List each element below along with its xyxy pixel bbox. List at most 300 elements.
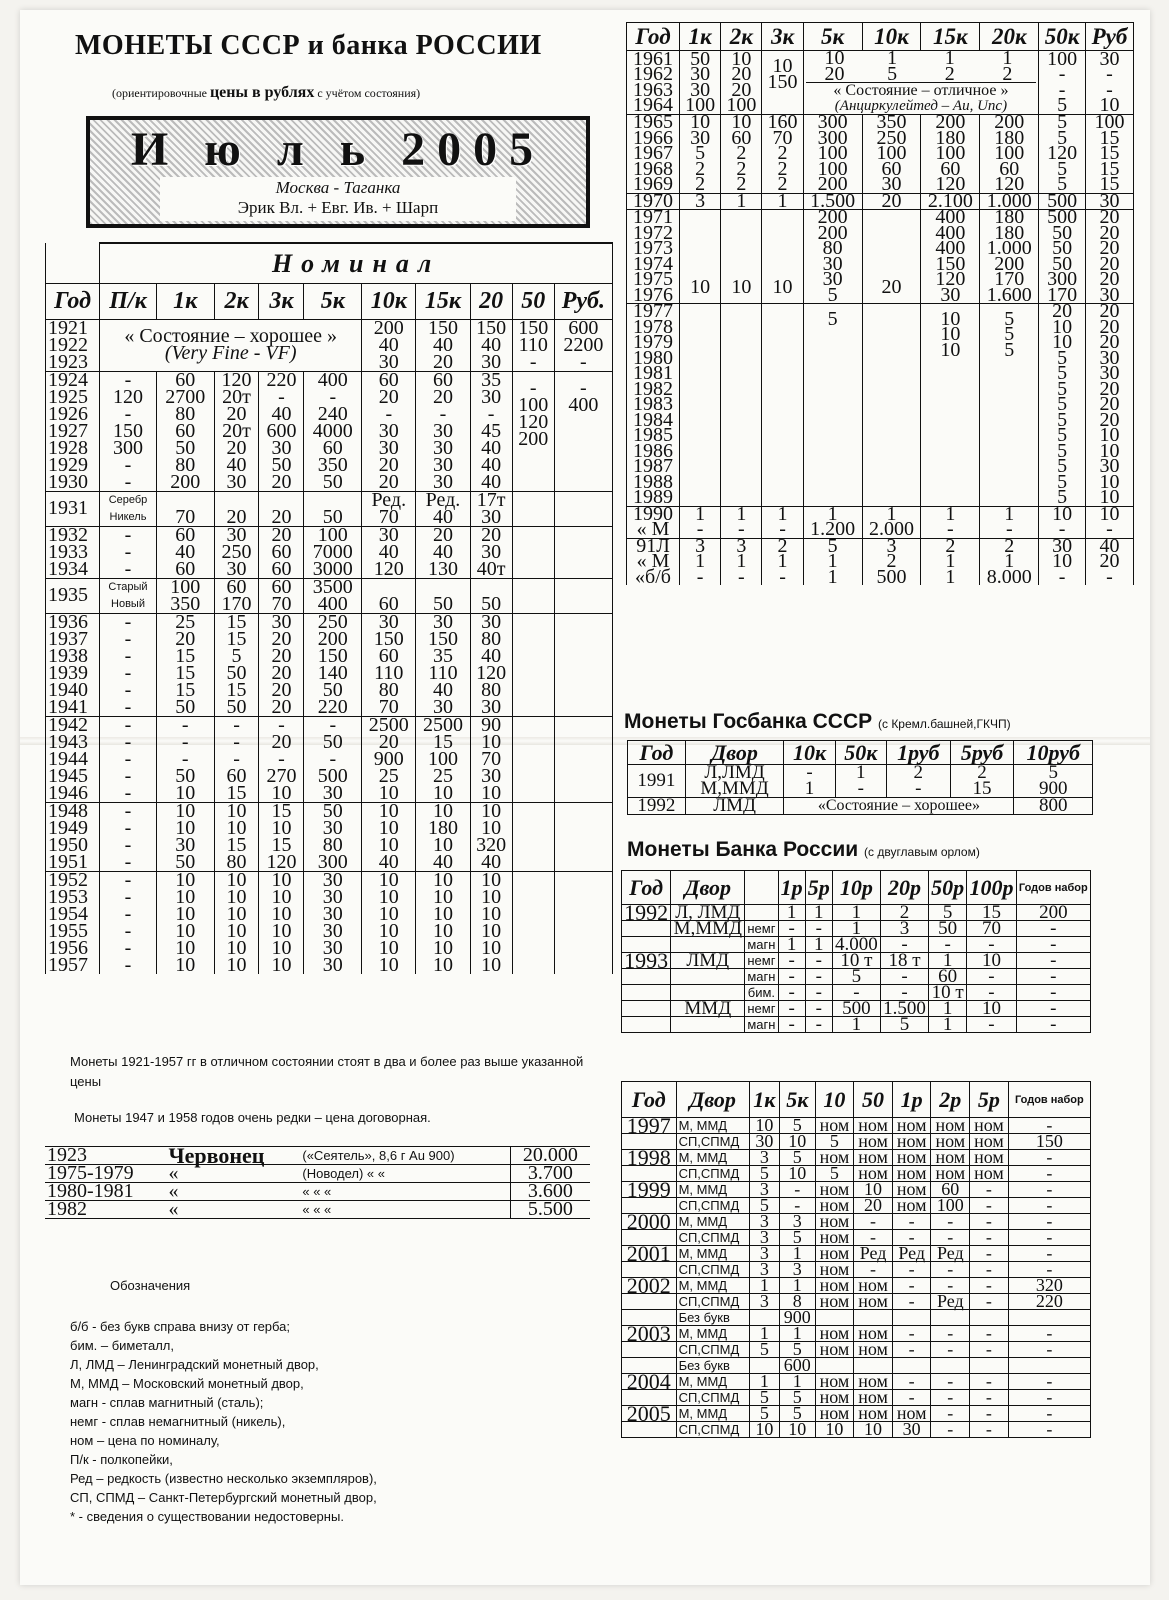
year-cell: 1931	[46, 491, 100, 526]
price-cell: -	[970, 1214, 1009, 1230]
price-cell: -	[931, 1262, 970, 1278]
price-cell: -	[805, 953, 832, 969]
price-cell: 30	[1085, 193, 1133, 210]
price-cell: 30 150 35 110 40 30	[416, 613, 470, 716]
price-cell: -	[805, 1001, 832, 1017]
mint-cell: Л, ЛМД	[671, 905, 745, 921]
price-cell: -	[778, 969, 805, 985]
price-cell: 5	[749, 1390, 779, 1406]
price-cell	[862, 304, 921, 507]
column-header: 1руб	[886, 741, 950, 765]
mint-cell: М, ММД	[676, 1374, 749, 1390]
chervonets-label: «	[166, 1165, 300, 1183]
price-cell: 20 30 40т	[470, 526, 512, 578]
legend-item: СП, СПМД – Санкт-Петербургский монетный двор,	[70, 1490, 377, 1505]
price-cell: ном	[815, 1150, 854, 1166]
price-cell: -	[1008, 1118, 1090, 1134]
mint-cell: М, ММД	[676, 1214, 749, 1230]
mint-cell: СП,СПМД	[676, 1390, 749, 1406]
chervonets-year: 1923	[45, 1147, 166, 1165]
price-cell: -	[967, 985, 1016, 1001]
note-condition: Монеты 1921-1957 гг в отличном состоянии стоят в два и более раз выше указанной цены	[70, 1054, 584, 1089]
price-cell: 3	[680, 193, 721, 210]
price-cell: 60 40 60	[156, 526, 214, 578]
column-header: Годов набор	[1008, 1082, 1090, 1118]
price-cell: 60 20 - 30 30 20 20	[362, 371, 416, 491]
price-cell: ном	[854, 1326, 893, 1342]
price-cell	[554, 578, 612, 613]
page-subtitle	[112, 84, 420, 102]
header-row	[622, 1082, 1091, 1118]
price-cell: 200 200 80 30 30 5	[803, 210, 862, 304]
mint-cell: СП,СПМД	[676, 1294, 749, 1310]
mint-cell: СП,СПМД	[676, 1230, 749, 1246]
price-cell: 5	[832, 969, 880, 985]
price-cell: 1 1.200	[803, 506, 862, 538]
price-cell: ном	[815, 1294, 854, 1310]
price-cell: 220 - 40 600 30 50 20	[259, 371, 304, 491]
price-cell: 10 т	[929, 985, 967, 1001]
condition-line1: « Состояние – хорошее »	[124, 325, 338, 347]
price-cell: 10	[749, 1118, 779, 1134]
mint-cell: М, ММД	[676, 1406, 749, 1422]
price-cell: 3500 400	[304, 578, 362, 613]
year-cell: 1921 1922 1923	[46, 319, 100, 371]
price-cell: 60 70	[259, 578, 304, 613]
price-cell: -	[931, 1422, 970, 1438]
banner-info	[160, 177, 516, 221]
table-row	[622, 1310, 1091, 1326]
price-cell: -	[970, 1278, 1009, 1294]
table-row	[622, 1198, 1091, 1214]
bank-russia-1992-table	[621, 870, 1091, 1033]
year-cell: 1961 1962 1963 1964	[627, 51, 680, 115]
price-cell: -	[1008, 1326, 1090, 1342]
price-cell: Ред	[892, 1246, 931, 1262]
price-cell: 30 - - 10	[1085, 51, 1133, 115]
price-cell: 1	[779, 1374, 815, 1390]
price-cell: ном	[815, 1342, 854, 1358]
price-cell: 15	[967, 905, 1016, 921]
price-cell: 5	[779, 1390, 815, 1406]
price-cell: 1	[929, 1001, 967, 1017]
price-cell: 20 20 20 20 20 30	[1085, 210, 1133, 304]
table-row	[622, 1294, 1091, 1310]
price-cell: 500	[1039, 193, 1086, 210]
price-cell: 10	[967, 953, 1016, 969]
nominal-row	[46, 243, 613, 283]
year-cell: 1991	[628, 765, 686, 798]
year-cell: 1993	[622, 953, 671, 969]
chervonets-label: Червонец	[166, 1147, 300, 1165]
column-header: 50	[854, 1082, 893, 1118]
price-cell: -	[779, 1182, 815, 1198]
price-cell: - - -	[100, 526, 157, 578]
price-cell	[512, 613, 554, 716]
price-cell: 10	[762, 210, 803, 304]
price-cell: ном	[815, 1230, 854, 1246]
price-cell: 8	[779, 1294, 815, 1310]
year-cell: 1936 1937 1938 1939 1940 1941	[46, 613, 100, 716]
column-header: 3к	[762, 23, 803, 51]
year-cell: 2001	[622, 1246, 677, 1262]
mint-cell: Без букв	[676, 1358, 749, 1374]
price-cell: 1.000	[980, 193, 1039, 210]
table-row	[46, 319, 613, 371]
price-cell: 20	[214, 491, 259, 526]
price-cell: 600 2200 -	[554, 319, 612, 371]
price-cell: 5	[779, 1406, 815, 1422]
table-row	[622, 1326, 1091, 1342]
price-group	[806, 47, 1037, 85]
price-cell: ном	[815, 1326, 854, 1342]
price-cell: 10 20 20 100	[721, 51, 762, 115]
price-cell: 10 10 10 10 10 10	[362, 871, 416, 974]
price-cell: 120 20т 20 20т 20 40 30	[214, 371, 259, 491]
chervonets-desc: (Новодел) « «	[300, 1165, 510, 1183]
column-header: Двор	[671, 871, 745, 905]
price-cell: -	[778, 953, 805, 969]
price-cell: 1	[778, 905, 805, 921]
price-cell: 600	[779, 1358, 815, 1374]
column-header: 2к	[721, 23, 762, 51]
price-cell: 3	[749, 1262, 779, 1278]
price-cell: ном	[854, 1166, 893, 1182]
price-cell	[554, 613, 612, 716]
mint-cell: немг	[745, 953, 778, 969]
legend-item: Л, ЛМД – Ленинградский монетный двор,	[70, 1357, 319, 1372]
price-cell: - - - -	[100, 802, 157, 871]
chervonets-desc: («Сеятель», 8,6 г Au 900)	[300, 1147, 510, 1165]
price-cell: 2 -	[886, 765, 950, 798]
price-cell: 150	[1008, 1134, 1090, 1150]
price-cell: 30	[892, 1422, 931, 1438]
legend-item: магн - сплав магнитный (сталь);	[70, 1395, 264, 1410]
column-header: 10руб	[1014, 741, 1093, 765]
price-cell: - 400	[554, 371, 612, 491]
price-cell: 10 10 10 40	[362, 802, 416, 871]
price-cell: -	[970, 1406, 1009, 1422]
subtitle-pre: (ориентировочные	[112, 86, 207, 100]
year-cell: 2005	[622, 1406, 677, 1422]
price-cell: 30	[749, 1134, 779, 1150]
price-cell: 5	[779, 1118, 815, 1134]
price-cell: 100 350	[156, 578, 214, 613]
price-cell: 3	[749, 1246, 779, 1262]
chervonets-table	[45, 1143, 590, 1220]
price-cell: 5 1 1	[803, 538, 862, 585]
price-cell	[554, 871, 612, 974]
legend-item: * - сведения о существовании недостоверны.	[70, 1509, 344, 1524]
price-cell: 300 300 100 100 200	[803, 115, 862, 194]
chervonets-desc: « « «	[300, 1201, 510, 1219]
price-cell: ном	[854, 1374, 893, 1390]
price-cell: 800	[1014, 798, 1093, 815]
price-cell: 60 2700 80 60 50 80 200	[156, 371, 214, 491]
price-cell: -	[892, 1390, 931, 1406]
price-cell: 2 1 8.000	[980, 538, 1039, 585]
price-cell	[512, 716, 554, 802]
price-cell: 3 2 500	[862, 538, 921, 585]
legend-item: ном – цена по номиналу,	[70, 1433, 220, 1448]
bank-russia-title: Монеты Банка России	[627, 838, 859, 861]
price-cell: 150 110 -	[512, 319, 554, 371]
price-cell: -	[779, 1198, 815, 1214]
mint-cell: М, ММД	[676, 1118, 749, 1134]
column-header: 20р	[880, 871, 928, 905]
price-cell: Ред	[931, 1294, 970, 1310]
column-header: 50р	[929, 871, 967, 905]
price-values: 1 2	[1002, 47, 1013, 85]
price-cell: -	[1008, 1342, 1090, 1358]
price-cell: -	[970, 1342, 1009, 1358]
column-header: 1к	[156, 283, 214, 319]
price-cell: 10 60 2 2 2	[721, 115, 762, 194]
column-header: 10	[815, 1082, 854, 1118]
price-cell: -	[931, 1390, 970, 1406]
year-cell: 1948 1949 1950 1951	[46, 802, 100, 871]
price-cell: ном	[815, 1406, 854, 1422]
table-row	[627, 538, 1134, 585]
table-row	[622, 1134, 1091, 1150]
price-cell: 60 20 - 30 30 30 30	[416, 371, 470, 491]
price-cell: 5	[749, 1166, 779, 1182]
gosbank-table	[627, 740, 1093, 815]
price-cell: 17т 30	[470, 491, 512, 526]
price-cell: 1 -	[762, 506, 803, 538]
price-cell: ном	[815, 1118, 854, 1134]
price-cell: ном	[970, 1118, 1009, 1134]
price-cell: 10 150	[762, 51, 803, 115]
banner-month: И ю л ь 2005	[130, 123, 546, 176]
column-header	[745, 871, 778, 905]
price-cell: -	[970, 1422, 1009, 1438]
price-cell: 5	[779, 1230, 815, 1246]
price-cell: -	[880, 969, 928, 985]
chervonets-year: 1980-1981	[45, 1183, 166, 1201]
column-header: 5р	[970, 1082, 1009, 1118]
legend-item: П/к - полкопейки,	[70, 1452, 173, 1467]
column-header: 50к	[835, 741, 886, 765]
mint-cell: М,ММД	[671, 921, 745, 937]
price-cell: -	[967, 937, 1016, 953]
mint-cell: бим.	[745, 985, 778, 1001]
price-cell: -	[1008, 1214, 1090, 1230]
column-header: Двор	[676, 1082, 749, 1118]
price-cell: 100	[931, 1198, 970, 1214]
table-row	[622, 1246, 1091, 1262]
mint-cell: Л,ЛМД М,ММД	[685, 765, 784, 798]
price-cell: 5	[929, 905, 967, 921]
price-cell	[803, 47, 1039, 115]
price-values: 1 5	[887, 47, 898, 85]
year-cell: 2000	[622, 1214, 677, 1230]
column-header: Год	[628, 741, 686, 765]
year-cell: 91Л « М «б/б	[627, 538, 680, 585]
price-cell: 400 400 400 150 120 30	[921, 210, 980, 304]
price-cell: 5	[749, 1342, 779, 1358]
price-cell: ном	[970, 1150, 1009, 1166]
price-cell	[554, 491, 612, 526]
condition-line1: « Состояние – отличное »	[806, 82, 1037, 99]
price-cell	[512, 578, 554, 613]
price-cell: 20 40 130	[416, 526, 470, 578]
price-cell: 1.500	[880, 1001, 928, 1017]
column-header: 20к	[980, 23, 1039, 51]
price-cell	[512, 871, 554, 974]
mint-cell: ЛМД	[685, 798, 784, 815]
chervonets-row	[45, 1201, 590, 1219]
price-cell: -	[1008, 1406, 1090, 1422]
price-cell: ном	[815, 1214, 854, 1230]
column-header: 15к	[416, 283, 470, 319]
price-cell: -	[892, 1214, 931, 1230]
price-cell: 5	[779, 1342, 815, 1358]
year-cell: 1997	[622, 1118, 677, 1134]
table-row	[46, 716, 613, 802]
column-header: 1р	[778, 871, 805, 905]
price-cell: -	[1016, 921, 1090, 937]
price-cell: 500 50 50 50 300 170	[1039, 210, 1086, 304]
price-cell: 200 180 100 60 120	[921, 115, 980, 194]
column-header: 10к	[362, 283, 416, 319]
price-cell: ном	[854, 1134, 893, 1150]
chervonets-desc: « « «	[300, 1183, 510, 1201]
price-cell: 1	[929, 953, 967, 969]
price-cell: 3 1 -	[680, 538, 721, 585]
price-cell: -	[854, 1214, 893, 1230]
price-cell: -	[1016, 953, 1090, 969]
price-cell: 1	[832, 1017, 880, 1033]
column-header: 10р	[832, 871, 880, 905]
mint-cell	[745, 905, 778, 921]
price-cell: -	[880, 985, 928, 1001]
price-cell: - - - 50 10	[156, 716, 214, 802]
price-cell: 1	[805, 905, 832, 921]
price-cell: -	[778, 985, 805, 1001]
table-row	[627, 506, 1134, 538]
price-cell: 30 80 40 120 80 30	[470, 613, 512, 716]
price-cell: 50 30 30 100	[680, 51, 721, 115]
price-cell: 5	[803, 304, 862, 507]
price-cell: 1	[749, 1374, 779, 1390]
price-cell: 90 10 70 30 10	[470, 716, 512, 802]
price-cell: -	[931, 1326, 970, 1342]
mint-cell: немг	[745, 921, 778, 937]
price-cell	[512, 491, 554, 526]
table-row	[46, 578, 613, 613]
table-row	[46, 526, 613, 578]
bank-russia-note: (с двуглавым орлом)	[864, 845, 980, 859]
price-cell: -	[970, 1182, 1009, 1198]
year-cell	[622, 985, 671, 1001]
price-cell: 10	[779, 1422, 815, 1438]
price-cell: 60	[929, 969, 967, 985]
price-cell: 10 т	[832, 953, 880, 969]
price-cell: -	[970, 1262, 1009, 1278]
price-cell: -	[1008, 1150, 1090, 1166]
column-header: 5руб	[950, 741, 1014, 765]
price-cell: 500	[832, 1001, 880, 1017]
price-cell: 10 10 320 40	[470, 802, 512, 871]
price-cell: 10 10 10 10 10 10	[259, 871, 304, 974]
price-cell: 3	[749, 1150, 779, 1166]
price-cell: 5 5 120 5 5	[1039, 115, 1086, 194]
column-header: 20	[470, 283, 512, 319]
mint-cell: СП,СПМД	[676, 1262, 749, 1278]
price-cell: ном	[970, 1166, 1009, 1182]
table-row	[46, 371, 613, 491]
price-cell: 200 180 100 60 120	[980, 115, 1039, 194]
mint-cell: М, ММД	[676, 1326, 749, 1342]
mint-cell: ЛМД	[671, 953, 745, 969]
price-cell: -	[970, 1390, 1009, 1406]
price-cell: 10 -	[1085, 506, 1133, 538]
column-header: Руб.	[554, 283, 612, 319]
price-cell: -	[805, 1017, 832, 1033]
table-row	[622, 1406, 1091, 1422]
price-cell: - 20 - 270 10	[259, 716, 304, 802]
price-cell: -	[970, 1326, 1009, 1342]
price-cell: ном	[931, 1118, 970, 1134]
year-cell: 1952 1953 1954 1955 1956 1957	[46, 871, 100, 974]
price-cell: 160 70 2 2 2	[762, 115, 803, 194]
price-cell: -	[970, 1246, 1009, 1262]
price-cell: 1	[805, 937, 832, 953]
price-cell: 30 30 30 30 30 30	[304, 871, 362, 974]
price-cell: 220	[1008, 1294, 1090, 1310]
chervonets-year: 1975-1979	[45, 1165, 166, 1183]
price-cell: 2 1 1	[921, 538, 980, 585]
column-header: Год	[622, 871, 671, 905]
price-cell: 150 40 20	[416, 319, 470, 371]
price-cell: 50 30 80 300	[304, 802, 362, 871]
price-cell: 10	[721, 210, 762, 304]
price-cell: 250 200 150 140 50 220	[304, 613, 362, 716]
price-cell: - 120 - 150 300 - -	[100, 371, 157, 491]
column-header: 50к	[1039, 23, 1086, 51]
nominal-label: Номинал	[100, 243, 613, 283]
price-cell: ном	[854, 1406, 893, 1422]
price-cell: 1	[762, 193, 803, 210]
banner-city: Москва - Таганка	[275, 178, 401, 197]
table-row	[46, 491, 613, 526]
mint-cell: СП,СПМД	[676, 1342, 749, 1358]
price-cell: 10 30 5 2 2	[680, 115, 721, 194]
column-header: П/к	[100, 283, 157, 319]
price-cell: - - - 60 15	[214, 716, 259, 802]
price-cell: 10	[749, 1422, 779, 1438]
price-cell: -	[931, 1278, 970, 1294]
price-cell: 5	[815, 1166, 854, 1182]
price-cell: 2.100	[921, 193, 980, 210]
bank-russia-1997-table	[621, 1081, 1091, 1438]
year-cell: 1932 1933 1934	[46, 526, 100, 578]
price-cell: -	[854, 1230, 893, 1246]
price-cell: ном	[854, 1390, 893, 1406]
price-cell: ном	[892, 1150, 931, 1166]
price-cell	[554, 802, 612, 871]
price-cell: 25 20 15 15 15 50	[156, 613, 214, 716]
column-header: 1р	[892, 1082, 931, 1118]
price-cell: -	[805, 969, 832, 985]
table-row	[622, 1166, 1091, 1182]
price-cell: -	[892, 1374, 931, 1390]
legend-item: немг - сплав немагнитный (никель),	[70, 1414, 286, 1429]
chervonets-value: 5.500	[510, 1201, 590, 1219]
price-cell: -	[931, 1374, 970, 1390]
price-cell: -	[1016, 969, 1090, 985]
